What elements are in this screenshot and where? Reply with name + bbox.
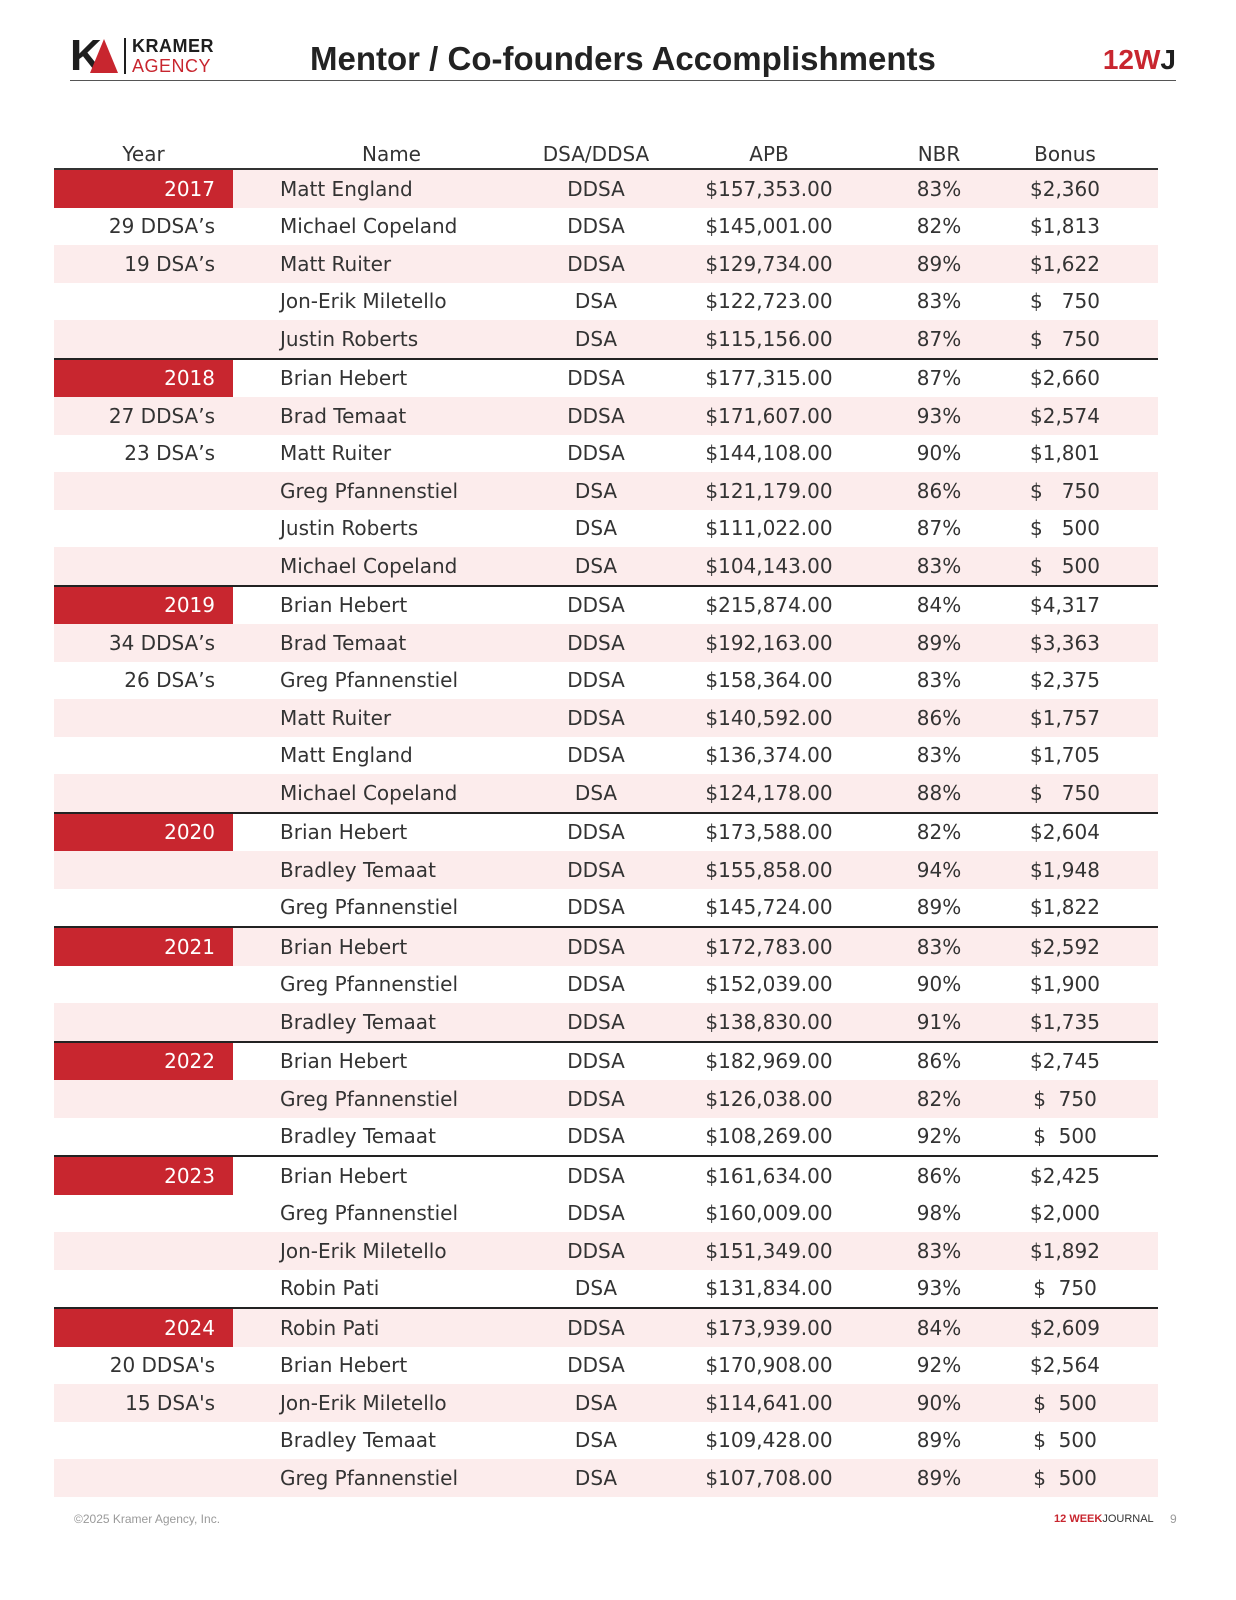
table-row [54,208,1158,246]
name-cell: Bradley Temaat [280,1009,436,1034]
dsa-cell: DDSA [567,1353,625,1378]
bonus-cell: $2,660 [1030,366,1100,391]
apb-cell: $152,039.00 [705,972,833,997]
year-cell [54,1003,233,1041]
logo-line-1: KRAMER [132,36,214,56]
bonus-cell: $ 750 [1030,780,1100,805]
nbr-cell: 84% [916,593,962,618]
year-cell: 15 DSA's [125,1390,215,1415]
apb-cell: $109,428.00 [705,1428,833,1453]
bonus-cell: $ 750 [1030,478,1100,503]
dsa-cell: DDSA [567,1201,625,1226]
nbr-cell: 93% [916,403,962,428]
table-row [54,737,1158,775]
dsa-cell: DDSA [567,1163,625,1188]
name-cell: Greg Pfannenstiel [280,668,459,693]
header-nbr: NBR [917,142,961,166]
year-cell: 19 DSA’s [124,251,215,276]
name-cell: Greg Pfannenstiel [280,478,459,503]
year-cell [54,737,233,775]
bonus-cell: $ 750 [1033,1276,1097,1301]
nbr-cell: 93% [916,1276,962,1301]
name-cell: Brad Temaat [280,630,407,655]
table-header [54,140,1158,170]
dsa-cell: DDSA [567,668,625,693]
dsa-cell: DDSA [567,403,625,428]
year-cell: 2021 [54,928,233,966]
name-cell: Justin Roberts [280,326,419,351]
year-cell [54,1195,233,1233]
bonus-cell: $2,609 [1030,1315,1100,1340]
apb-cell: $126,038.00 [705,1086,833,1111]
apb-cell: $182,969.00 [705,1049,833,1074]
nbr-cell: 89% [916,251,962,276]
bonus-cell: $2,360 [1030,176,1100,201]
bonus-cell: $1,801 [1030,441,1100,466]
dsa-cell: DDSA [567,743,625,768]
bonus-cell: $1,900 [1030,972,1100,997]
bonus-cell: $ 500 [1033,1428,1097,1453]
nbr-cell: 94% [916,857,962,882]
nbr-cell: 90% [916,972,962,997]
table-row [54,320,1158,358]
year-cell: 2024 [54,1309,233,1347]
year-cell [54,283,233,321]
year-cell: 2023 [54,1157,233,1195]
table-row [54,1003,1158,1041]
nbr-cell: 87% [916,366,962,391]
nbr-cell: 87% [916,326,962,351]
apb-cell: $170,908.00 [705,1353,833,1378]
dsa-cell: DDSA [567,895,625,920]
table-row [54,245,1158,283]
year-cell [54,1232,233,1270]
year-cell: 2022 [54,1043,233,1081]
logo-text [132,36,214,76]
name-cell: Brian Hebert [280,593,408,618]
name-cell: Michael Copeland [280,780,458,805]
bonus-cell: $ 750 [1033,1086,1097,1111]
name-cell: Michael Copeland [280,553,458,578]
apb-cell: $172,783.00 [705,934,833,959]
apb-cell: $151,349.00 [705,1238,833,1263]
table-row [54,585,1158,625]
year-cell: 29 DDSA’s [108,214,215,239]
year-cell: 20 DDSA's [109,1353,215,1378]
apb-cell: $173,588.00 [705,820,833,845]
dsa-cell: DDSA [567,1124,625,1149]
apb-cell: $155,858.00 [705,857,833,882]
name-cell: Brian Hebert [280,934,408,959]
dsa-cell: DSA [574,289,618,314]
year-cell: 2018 [54,360,233,398]
dsa-cell: DDSA [567,1049,625,1074]
bonus-cell: $ 500 [1030,516,1100,541]
name-cell: Greg Pfannenstiel [280,1201,459,1226]
table-row [54,1459,1158,1497]
journal-brand [1054,1513,1154,1525]
dsa-cell: DDSA [567,1238,625,1263]
bonus-cell: $1,757 [1030,705,1100,730]
year-cell [54,889,233,927]
name-cell: Michael Copeland [280,214,458,239]
bonus-cell: $ 750 [1030,326,1100,351]
table-row [54,283,1158,321]
table-row [54,966,1158,1004]
bonus-cell: $2,745 [1030,1049,1100,1074]
apb-cell: $157,353.00 [705,176,833,201]
header-dsa: DSA/DDSA [542,142,650,166]
bonus-cell: $ 500 [1033,1390,1097,1415]
name-cell: Greg Pfannenstiel [280,1465,459,1490]
nbr-cell: 83% [916,1238,962,1263]
year-cell: 23 DSA’s [124,441,215,466]
accomplishments-table [54,140,1158,1497]
dsa-cell: DSA [574,326,618,351]
year-cell [54,1270,233,1308]
nbr-cell: 86% [916,1049,962,1074]
dsa-cell: DSA [574,553,618,578]
name-cell: Brian Hebert [280,366,408,391]
table-row [54,1118,1158,1156]
name-cell: Bradley Temaat [280,1124,436,1149]
nbr-cell: 82% [916,820,962,845]
year-cell: 34 DDSA’s [108,630,215,655]
nbr-cell: 86% [916,1163,962,1188]
table-row [54,510,1158,548]
header-bonus: Bonus [1034,142,1096,166]
dsa-cell: DDSA [567,176,625,201]
journal-word: JOURNAL [1102,1513,1154,1525]
table-row [54,624,1158,662]
apb-cell: $138,830.00 [705,1009,833,1034]
nbr-cell: 98% [916,1201,962,1226]
name-cell: Robin Pati [280,1315,380,1340]
table-row [54,1270,1158,1308]
bonus-cell: $ 750 [1030,289,1100,314]
kramer-agency-logo [70,31,214,80]
nbr-cell: 83% [916,668,962,693]
name-cell: Matt Ruiter [280,441,392,466]
name-cell: Brian Hebert [280,1353,408,1378]
year-cell [54,1422,233,1460]
year-cell [54,472,233,510]
name-cell: Greg Pfannenstiel [280,1086,459,1111]
apb-cell: $140,592.00 [705,705,833,730]
year-cell: 2017 [54,170,233,208]
nbr-cell: 89% [916,895,962,920]
logo-line-2: AGENCY [132,56,212,76]
dsa-cell: DDSA [567,251,625,276]
table-row [54,1347,1158,1385]
table-row [54,1080,1158,1118]
name-cell: Brad Temaat [280,403,407,428]
bonus-cell: $2,592 [1030,934,1100,959]
apb-cell: $161,634.00 [705,1163,833,1188]
dsa-cell: DDSA [567,1009,625,1034]
apb-cell: $122,723.00 [705,289,833,314]
nbr-cell: 92% [916,1353,962,1378]
nbr-cell: 84% [916,1315,962,1340]
table-row [54,889,1158,927]
apb-cell: $107,708.00 [705,1465,833,1490]
table-row [54,926,1158,966]
name-cell: Justin Roberts [280,516,419,541]
table-body [54,170,1158,1497]
brand-number: 12W [1102,44,1161,75]
table-row [54,472,1158,510]
nbr-cell: 89% [916,1465,962,1490]
table-row [54,1307,1158,1347]
bonus-cell: $1,948 [1030,857,1100,882]
name-cell: Jon-Erik Miletello [280,289,447,314]
apb-cell: $192,163.00 [705,630,833,655]
table-row [54,397,1158,435]
apb-cell: $111,022.00 [705,516,833,541]
dsa-cell: DDSA [567,857,625,882]
dsa-cell: DDSA [567,1086,625,1111]
apb-cell: $158,364.00 [705,668,833,693]
nbr-cell: 82% [916,214,962,239]
header-name: Name [361,142,421,166]
brand-mark [1103,44,1176,76]
apb-cell: $145,724.00 [705,895,833,920]
bonus-cell: $2,604 [1030,820,1100,845]
year-cell [54,774,233,812]
table-row [54,1155,1158,1195]
bonus-cell: $3,363 [1030,630,1100,655]
name-cell: Bradley Temaat [280,857,436,882]
nbr-cell: 83% [916,176,962,201]
apb-cell: $131,834.00 [705,1276,833,1301]
year-cell [54,1118,233,1156]
bonus-cell: $ 500 [1033,1465,1097,1490]
nbr-cell: 82% [916,1086,962,1111]
name-cell: Matt England [280,743,413,768]
apb-cell: $215,874.00 [705,593,833,618]
year-cell [54,320,233,358]
dsa-cell: DDSA [567,705,625,730]
year-cell: 26 DSA’s [124,668,215,693]
apb-cell: $104,143.00 [705,553,833,578]
dsa-cell: DSA [574,478,618,503]
dsa-cell: DSA [574,1428,618,1453]
apb-cell: $114,641.00 [705,1390,833,1415]
dsa-cell: DDSA [567,1315,625,1340]
table-row [54,547,1158,585]
dsa-cell: DSA [574,516,618,541]
dsa-cell: DSA [574,1390,618,1415]
table-row [54,1422,1158,1460]
nbr-cell: 90% [916,1390,962,1415]
logo-mark-icon: K [70,37,120,75]
bonus-cell: $2,000 [1030,1201,1100,1226]
bonus-cell: $2,375 [1030,668,1100,693]
table-row [54,1232,1158,1270]
name-cell: Brian Hebert [280,820,408,845]
bonus-cell: $1,892 [1030,1238,1100,1263]
name-cell: Greg Pfannenstiel [280,895,459,920]
table-row [54,1384,1158,1422]
dsa-cell: DDSA [567,972,625,997]
dsa-cell: DDSA [567,214,625,239]
apb-cell: $177,315.00 [705,366,833,391]
apb-cell: $136,374.00 [705,743,833,768]
year-cell: 2020 [54,814,233,852]
name-cell: Bradley Temaat [280,1428,436,1453]
apb-cell: $108,269.00 [705,1124,833,1149]
name-cell: Matt England [280,176,413,201]
table-row [54,662,1158,700]
logo-divider [124,38,126,74]
nbr-cell: 92% [916,1124,962,1149]
name-cell: Jon-Erik Miletello [280,1390,447,1415]
bonus-cell: $1,822 [1030,895,1100,920]
year-cell [54,1080,233,1118]
table-row [54,1195,1158,1233]
nbr-cell: 91% [916,1009,962,1034]
brand-letter: J [1160,44,1176,75]
bonus-cell: $2,425 [1030,1163,1100,1188]
name-cell: Brian Hebert [280,1163,408,1188]
name-cell: Robin Pati [280,1276,380,1301]
table-row [54,1041,1158,1081]
bonus-cell: $2,574 [1030,403,1100,428]
page-title: Mentor / Co-founders Accomplishments [310,40,936,77]
dsa-cell: DDSA [567,934,625,959]
bonus-cell: $1,705 [1030,743,1100,768]
name-cell: Jon-Erik Miletello [280,1238,447,1263]
dsa-cell: DDSA [567,593,625,618]
apb-cell: $121,179.00 [705,478,833,503]
nbr-cell: 88% [916,780,962,805]
header-year: Year [122,142,165,166]
apb-cell: $144,108.00 [705,441,833,466]
bonus-cell: $ 500 [1033,1124,1097,1149]
year-cell [54,699,233,737]
name-cell: Brian Hebert [280,1049,408,1074]
year-cell [54,510,233,548]
nbr-cell: 83% [916,289,962,314]
dsa-cell: DDSA [567,441,625,466]
nbr-cell: 83% [916,743,962,768]
bonus-cell: $ 500 [1030,553,1100,578]
year-cell [54,851,233,889]
apb-cell: $124,178.00 [705,780,833,805]
copyright-text: ©2025 Kramer Agency, Inc. [74,1512,221,1526]
dsa-cell: DSA [574,780,618,805]
dsa-cell: DDSA [567,630,625,655]
dsa-cell: DDSA [567,820,625,845]
nbr-cell: 83% [916,553,962,578]
table-row [54,699,1158,737]
nbr-cell: 87% [916,516,962,541]
bonus-cell: $4,317 [1030,593,1100,618]
table-row [54,774,1158,812]
year-cell: 2019 [54,587,233,625]
bonus-cell: $1,735 [1030,1009,1100,1034]
nbr-cell: 89% [916,1428,962,1453]
journal-number: 12 [1054,1513,1067,1525]
apb-cell: $115,156.00 [705,326,833,351]
name-cell: Greg Pfannenstiel [280,972,459,997]
dsa-cell: DDSA [567,366,625,391]
bonus-cell: $1,813 [1030,214,1100,239]
nbr-cell: 86% [916,705,962,730]
nbr-cell: 90% [916,441,962,466]
page-number: 9 [1170,1512,1177,1526]
year-cell [54,1459,233,1497]
apb-cell: $171,607.00 [705,403,833,428]
apb-cell: $145,001.00 [705,214,833,239]
year-cell [54,966,233,1004]
table-row [54,851,1158,889]
year-cell [54,547,233,585]
nbr-cell: 89% [916,630,962,655]
journal-week: WEEK [1069,1513,1103,1525]
header-apb: APB [749,142,789,166]
apb-cell: $129,734.00 [705,251,833,276]
table-row [54,170,1158,208]
name-cell: Matt Ruiter [280,251,392,276]
dsa-cell: DSA [574,1465,618,1490]
bonus-cell: $1,622 [1030,251,1100,276]
nbr-cell: 86% [916,478,962,503]
apb-cell: $173,939.00 [705,1315,833,1340]
table-row [54,435,1158,473]
dsa-cell: DSA [574,1276,618,1301]
name-cell: Matt Ruiter [280,705,392,730]
apb-cell: $160,009.00 [705,1201,833,1226]
header-divider [70,80,1176,81]
bonus-cell: $2,564 [1030,1353,1100,1378]
table-row [54,812,1158,852]
table-row [54,358,1158,398]
nbr-cell: 83% [916,934,962,959]
year-cell: 27 DDSA’s [108,403,215,428]
